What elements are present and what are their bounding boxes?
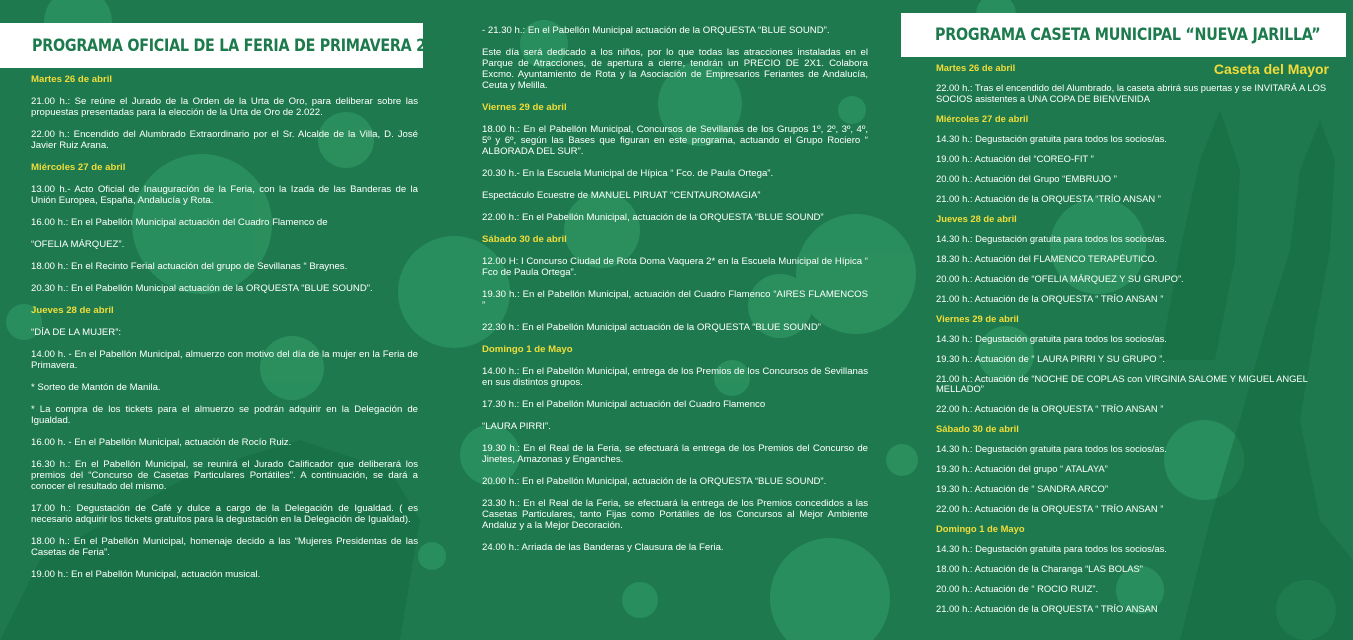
event-item: 17.00 h.: Degustación de Café y dulce a cargo de la Delegación de Igualdad. ( es necesario adquirir los tickets gratuitos para la degustación en la Delegación de Igualdad). [31,503,418,525]
event-item: 18.00 h.: En el Recinto Ferial actuación del grupo de Sevillanas “ Braynes. [31,261,348,272]
event-item: 14.30 h.: Degustación gratuita para todos los socios/as. [936,332,1167,344]
event-item: 14.30 h.: Degustación gratuita para todos los socios/as. [936,232,1167,244]
day-heading: Jueves 28 de abril [936,212,1017,224]
event-item: 20.00 h.: Actuación de “ ROCIO RUIZ”. [936,583,1099,594]
right-subtitle: Caseta del Mayor [1213,61,1329,77]
day-heading: Viernes 29 de abril [482,102,567,113]
event-item: 19.30 h.: En el Pabellón Municipal, actuación del Cuadro Flamenco “AIRES FLAMENCOS ” [482,289,868,311]
event-item: 22.00 h.: Actuación de la ORQUESTA “ TRÍO ANSAN ” [936,403,1164,414]
event-item: 18.00 h.: Actuación de la Charanga “LAS BOLAS” [936,563,1143,574]
event-item: 21.00 h.: Actuación de la ORQUESTA “ TRÍO ANSAN ” [936,292,1164,304]
day-heading: Martes 26 de abril [936,62,1016,73]
day-heading: Miércoles 27 de abril [31,162,126,173]
event-item: 19.30 h.: En el Real de la Feria, se efectuará la entrega de los Premios del Concurso de Jinetes, Amazonas y Enganches. [482,443,868,465]
event-item: 14.30 h.: Degustación gratuita para todos los socios/as. [936,132,1167,144]
event-item: 23.30 h.: En el Real de la Feria, se efectuará la entrega de los Premios concedidos a las Casetas Particulares, tanto Fijas como Portátiles de los Concursos al Mejor Ambiente Andaluz y a la Mejor Decoración. [482,498,868,531]
day-heading: Viernes 29 de abril [936,312,1019,324]
event-item: 22.30 h.: En el Pabellón Municipal actuación de la ORQUESTA “BLUE SOUND” [482,322,821,333]
event-item: 19.30 h.: Actuación de “ SANDRA ARCO” [936,483,1108,494]
day-heading: Sábado 30 de abril [482,234,567,245]
event-item: 19.30 h.: Actuación de “ LAURA PIRRI Y SU GRUPO ”. [936,352,1165,364]
event-item: * Sorteo de Mantón de Manila. [31,382,161,393]
event-item: 14.30 h.: Degustación gratuita para todos los socios/as. [936,443,1167,454]
right-program-column [936,63,1331,624]
event-item: 22.00 h.: Tras el encendido del Alumbrado, la caseta abrirá sus puertas y se INVITARÁ A LOS SOCIOS asistentes a UNA COPA DE BIENVENIDA [936,82,1327,104]
event-item: 21.00 h.: Actuación de “NOCHE DE COPLAS con VIRGINIA SALOME Y MIGUEL ANGEL MELLADO” [936,372,1308,394]
left-program-column [31,74,418,591]
polka-dot [886,444,918,476]
event-item: 22.00 h.: Actuación de la ORQUESTA “ TRÍO ANSAN ” [936,503,1164,514]
event-item: 14.00 h. - En el Pabellón Municipal, almuerzo con motivo del día de la mujer en la Feria de Primavera. [31,349,418,371]
event-item: 18.00 h.: En el Pabellón Municipal, homenaje decido a las “Mujeres Presidentas de las Casetas de Feria”. [31,536,418,558]
event-item: “LAURA PIRRI”. [482,421,551,432]
event-item: * La compra de los tickets para el almuerzo se podrán adquirir en la Delegación de Igualdad. [31,404,418,426]
right-title-box [901,13,1346,57]
right-title: PROGRAMA CASETA MUNICIPAL “NUEVA JARILLA” [935,25,1321,45]
event-item: 19.00 h.: En el Pabellón Municipal, actuación musical. [31,569,261,580]
event-item: 19.00 h.: Actuación del “COREO-FIT ” [936,152,1094,164]
event-item: 21.00 h.: Actuación de la ORQUESTA “ TRÍO ANSAN [936,603,1158,614]
event-item: - 21.30 h.: En el Pabellón Municipal actuación de la ORQUESTA “BLUE SOUND”. [482,25,830,36]
event-item: 20.00 h.: Actuación de “OFELIA MÁRQUEZ Y SU GRUPO”. [936,272,1184,284]
event-item: 14.00 h.: En el Pabellón Municipal, entrega de los Premios de los Concursos de Sevillanas en sus distintos grupos. [482,366,868,388]
event-item: 13.00 h.- Acto Oficial de Inauguración de la Feria, con la Izada de las Banderas de la Unión Europea, España, Andalucía y Rota. [31,184,418,206]
event-item: Este día será dedicado a los niños, por lo que todas las atracciones instaladas en el Parque de Atracciones, de apertura a cierre, tendrán un PRECIO DE 2X1. Colabora Excmo. Ayuntamiento de Rota y la Asociación de Empresarios Feriantes de Andalucía, Ceuta y Melilla. [482,47,868,91]
event-item: 17.30 h.: En el Pabellón Municipal actuación del Cuadro Flamenco [482,399,766,410]
event-item: 20.30 h.- En la Escuela Municipal de Hípica “ Fco. de Paula Ortega”. [482,168,774,179]
event-item: 16.00 h.: En el Pabellón Municipal actuación del Cuadro Flamenco de [31,217,328,228]
left-title: PROGRAMA OFICIAL DE LA FERIA DE PRIMAVERA 2022 [32,35,455,56]
day-heading: Miércoles 27 de abril [936,112,1029,124]
day-heading: Domingo 1 de Mayo [936,523,1025,534]
event-item: 14.30 h.: Degustación gratuita para todos los socios/as. [936,543,1167,554]
event-item: 16.00 h. - En el Pabellón Municipal, actuación de Rocío Ruiz. [31,437,292,448]
polka-dot [418,542,446,570]
event-item: 18.00 h.: En el Pabellón Municipal, Concursos de Sevillanas de los Grupos 1º, 2º, 3º, 4º, 5º y 6º, según las Bases que figuran en este programa, actuando el Grupo Rociero “ ALBORADA DEL SUR”. [482,124,868,157]
day-heading: Jueves 28 de abril [31,305,114,316]
polka-dot [622,582,658,618]
event-item: 20.00 h.: En el Pabellón Municipal, actuación de la ORQUESTA “BLUE SOUND”. [482,476,827,487]
event-item: 21.00 h.: Actuación de la ORQUESTA “TRÍO ANSAN ” [936,192,1161,204]
event-item: 24.00 h.: Arriada de las Banderas y Clausura de la Feria. [482,542,724,553]
middle-program-column [482,25,868,564]
day-heading: Domingo 1 de Mayo [482,344,573,355]
event-item: 16.30 h.: En el Pabellón Municipal, se reunirá el Jurado Calificador que deliberará los premios del “Concurso de Casetas Particulares Portátiles”. A continuación, se dará a conocer el resultado del mismo. [31,459,418,492]
event-item: 19.30 h.: Actuación del grupo “ ATALAYA” [936,463,1108,474]
event-item: 22.00 h.: En el Pabellón Municipal, actuación de la ORQUESTA “BLUE SOUND” [482,212,824,223]
left-title-box [0,23,455,68]
event-item: “DÍA DE LA MUJER”: [31,327,122,338]
day-heading: Sábado 30 de abril [936,423,1019,434]
event-item: Espectáculo Ecuestre de MANUEL PIRUAT “CENTAUROMAGIA” [482,190,761,201]
event-item: “OFELIA MÁRQUEZ”. [31,239,125,250]
event-item: 12.00 H: I Concurso Ciudad de Rota Doma Vaquera 2* en la Escuela Municipal de Hípica “ Fco de Paula Ortega”. [482,256,868,278]
event-item: 20.30 h.: En el Pabellón Municipal actuación de la ORQUESTA “BLUE SOUND”. [31,283,373,294]
event-item: 20.00 h.: Actuación del Grupo “EMBRUJO ” [936,172,1117,184]
event-item: 22.00 h.: Encendido del Alumbrado Extraordinario por el Sr. Alcalde de la Villa, D. José Javier Ruiz Arana. [31,129,418,151]
event-item: 18.30 h.: Actuación del FLAMENCO TERAPÉUTICO. [936,252,1158,264]
day-heading: Martes 26 de abril [31,74,113,85]
event-item: 21.00 h.: Se reúne el Jurado de la Orden de la Urta de Oro, para deliberar sobre las propuestas presentadas para la elección de la Urta de Oro de 2.022. [31,96,418,118]
